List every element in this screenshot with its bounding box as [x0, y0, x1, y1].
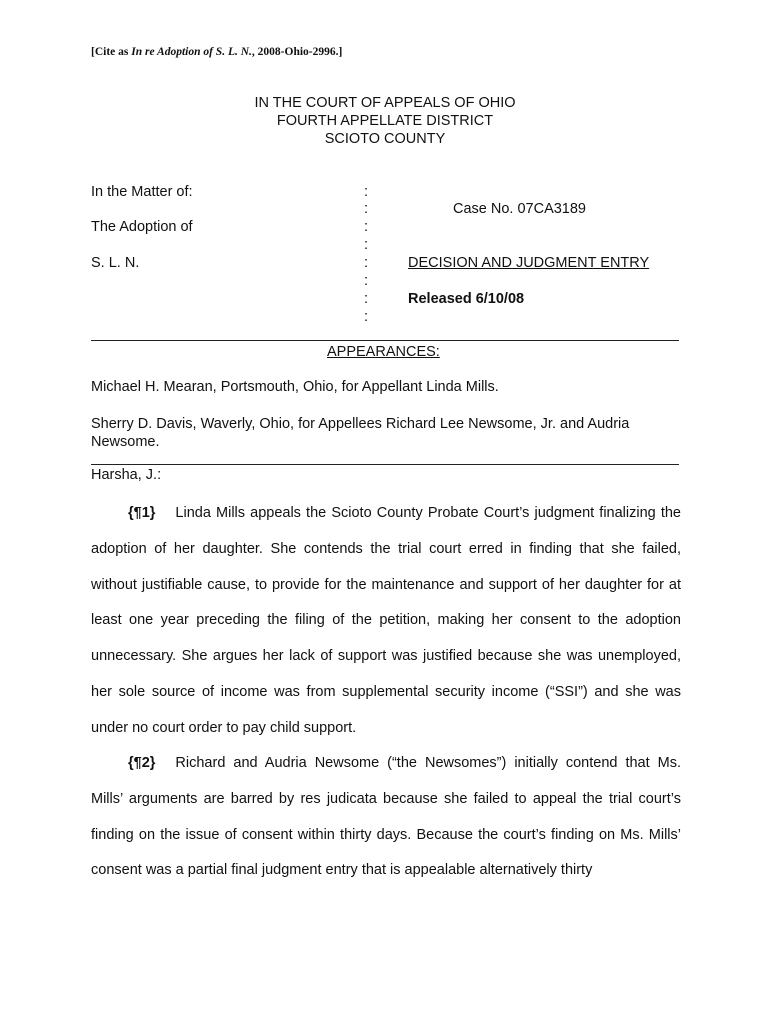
paragraph	[91, 746, 681, 889]
citation-prefix: [Cite as	[91, 46, 132, 58]
case-number: Case No. 07CA3189	[453, 201, 586, 217]
appearances-heading: APPEARANCES:	[327, 344, 440, 360]
release-date: Released 6/10/08	[408, 291, 525, 307]
divider	[91, 464, 679, 465]
caption-colon: :	[364, 184, 369, 200]
entry-title: DECISION AND JUDGMENT ENTRY	[408, 255, 650, 271]
citation-line	[91, 46, 342, 58]
judge-name: Harsha, J.:	[91, 467, 162, 483]
citation-suffix: , 2008-Ohio-2996.]	[251, 46, 343, 58]
paragraph	[91, 496, 681, 747]
citation-case-name: In re Adoption of S. L. N.	[131, 46, 252, 58]
caption-initials: S. L. N.	[91, 255, 140, 271]
court-district: FOURTH APPELLATE DISTRICT	[276, 113, 494, 129]
caption-colon: :	[364, 273, 369, 289]
appellant-counsel: Michael H. Mearan, Portsmouth, Ohio, for Appellant Linda Mills.	[91, 379, 499, 395]
caption-colon: :	[364, 255, 369, 271]
caption-colon: :	[364, 219, 369, 235]
caption-adoption: The Adoption of	[91, 219, 193, 235]
caption-colon: :	[364, 309, 369, 325]
paragraph-text: Richard and Audria Newsome (“the Newsomes”) initially contend that Ms. Mills’ arguments are barred by res judicata because she failed to appeal the trial court’s finding on the issue of consent within thirty days. Because the court’s finding on Ms. Mills’ consent was a partial final judgment entry that is appealable alternatively thirty	[91, 755, 681, 879]
caption-colon: :	[364, 201, 369, 217]
caption-matter: In the Matter of:	[91, 184, 193, 200]
paragraph-number: {¶2}	[128, 755, 156, 771]
paragraph-text: Linda Mills appeals the Scioto County Probate Court’s judgment finalizing the adoption of her daughter. She contends the trial court erred in finding that she failed, without justifiable cause, to provide for the maintenance and support of her daughter for at least one year preceding the filing of the petition, making her consent to the adoption unnecessary. She argues her lack of support was justified because she was unemployed, her sole source of income was from supplemental security income (“SSI”) and she was under no court order to pay child support.	[91, 505, 681, 736]
caption-colon: :	[364, 291, 369, 307]
appellee-counsel: Sherry D. Davis, Waverly, Ohio, for Appellees Richard Lee Newsome, Jr. and Audria Newsome.	[91, 416, 630, 450]
court-name: IN THE COURT OF APPEALS OF OHIO	[254, 95, 516, 111]
court-county: SCIOTO COUNTY	[324, 131, 446, 147]
divider	[91, 340, 679, 341]
caption-colon: :	[364, 237, 369, 253]
paragraph-number: {¶1}	[128, 505, 156, 521]
